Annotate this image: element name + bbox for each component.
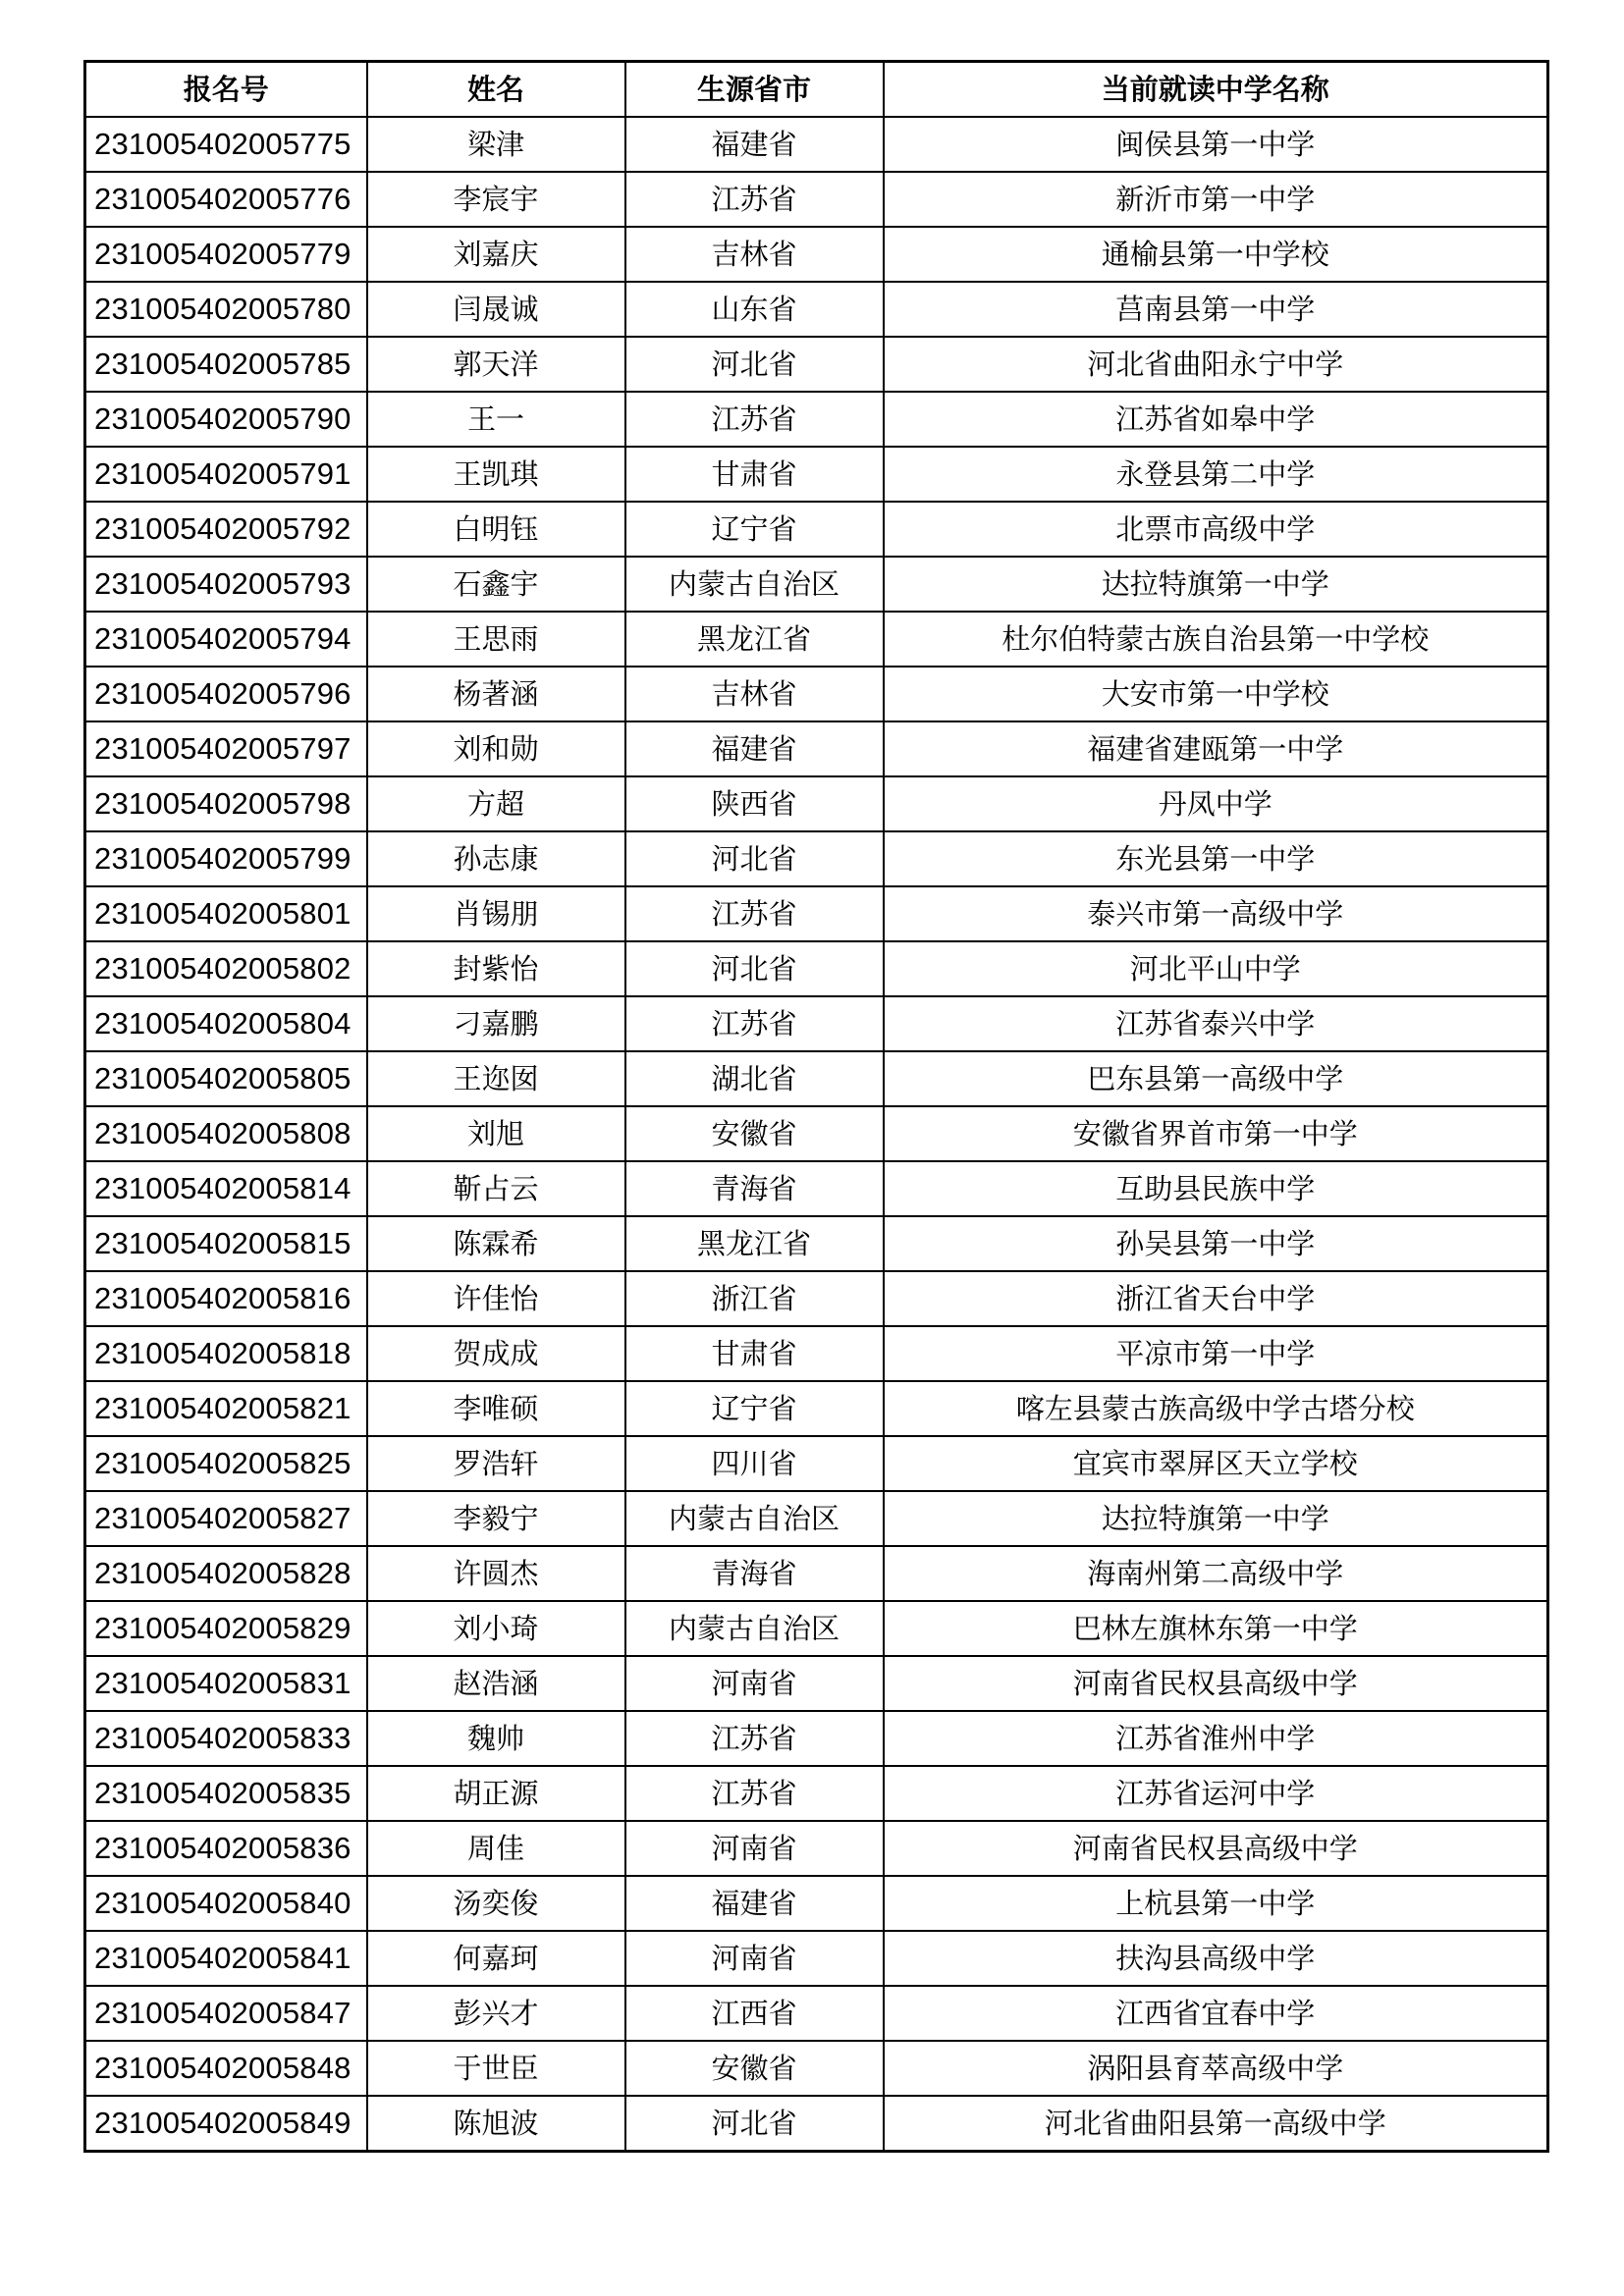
province-cell: 河北省 (625, 831, 884, 886)
registration-number-cell: 231005402005801 (85, 886, 367, 941)
school-name-cell: 河北省曲阳县第一高级中学 (884, 2096, 1548, 2152)
student-name-cell: 汤奕俊 (367, 1876, 625, 1931)
student-name-cell: 胡正源 (367, 1766, 625, 1821)
registration-number-cell: 231005402005804 (85, 996, 367, 1051)
student-name-cell: 闫晟诚 (367, 282, 625, 337)
table-row (85, 172, 1548, 227)
table-row (85, 1216, 1548, 1271)
table-row (85, 1986, 1548, 2041)
school-name-cell: 江苏省如皋中学 (884, 392, 1548, 447)
table-row (85, 2041, 1548, 2096)
student-name-cell: 罗浩轩 (367, 1436, 625, 1491)
school-name-cell: 河北平山中学 (884, 941, 1548, 996)
school-name-cell: 莒南县第一中学 (884, 282, 1548, 337)
school-name-cell: 涡阳县育萃高级中学 (884, 2041, 1548, 2096)
student-name-cell: 方超 (367, 776, 625, 831)
table-row (85, 1106, 1548, 1161)
registration-number-cell: 231005402005775 (85, 117, 367, 172)
table-row (85, 776, 1548, 831)
student-name-cell: 魏帅 (367, 1711, 625, 1766)
school-name-cell: 宜宾市翠屏区天立学校 (884, 1436, 1548, 1491)
province-cell: 黑龙江省 (625, 612, 884, 667)
registration-number-cell: 231005402005831 (85, 1656, 367, 1711)
province-cell: 黑龙江省 (625, 1216, 884, 1271)
province-cell: 福建省 (625, 117, 884, 172)
registration-number-cell: 231005402005779 (85, 227, 367, 282)
student-name-cell: 郭天洋 (367, 337, 625, 392)
student-name-cell: 陈霖希 (367, 1216, 625, 1271)
province-cell: 青海省 (625, 1546, 884, 1601)
table-row (85, 1766, 1548, 1821)
registration-number-cell: 231005402005816 (85, 1271, 367, 1326)
registration-number-cell: 231005402005841 (85, 1931, 367, 1986)
table-row (85, 1876, 1548, 1931)
student-name-cell: 于世臣 (367, 2041, 625, 2096)
registration-number-cell: 231005402005790 (85, 392, 367, 447)
school-name-cell: 北票市高级中学 (884, 502, 1548, 557)
province-cell: 辽宁省 (625, 502, 884, 557)
school-name-cell: 泰兴市第一高级中学 (884, 886, 1548, 941)
school-name-cell: 巴林左旗林东第一中学 (884, 1601, 1548, 1656)
table-row (85, 557, 1548, 612)
province-cell: 安徽省 (625, 2041, 884, 2096)
registration-number-cell: 231005402005793 (85, 557, 367, 612)
school-name-cell: 杜尔伯特蒙古族自治县第一中学校 (884, 612, 1548, 667)
registration-number-cell: 231005402005814 (85, 1161, 367, 1216)
school-name-cell: 大安市第一中学校 (884, 667, 1548, 721)
table-row (85, 2096, 1548, 2152)
student-name-cell: 王迩囡 (367, 1051, 625, 1106)
student-name-cell: 王一 (367, 392, 625, 447)
student-name-cell: 杨著涵 (367, 667, 625, 721)
table-row (85, 831, 1548, 886)
student-name-cell: 贺成成 (367, 1326, 625, 1381)
province-cell: 吉林省 (625, 667, 884, 721)
school-name-cell: 新沂市第一中学 (884, 172, 1548, 227)
province-cell: 江苏省 (625, 172, 884, 227)
registration-number-cell: 231005402005791 (85, 447, 367, 502)
school-name-cell: 孙吴县第一中学 (884, 1216, 1548, 1271)
student-name-cell: 白明钰 (367, 502, 625, 557)
table-row (85, 447, 1548, 502)
school-name-cell: 喀左县蒙古族高级中学古塔分校 (884, 1381, 1548, 1436)
table-row (85, 227, 1548, 282)
province-cell: 江西省 (625, 1986, 884, 2041)
student-name-cell: 刘和勋 (367, 721, 625, 776)
table-row (85, 612, 1548, 667)
province-cell: 陕西省 (625, 776, 884, 831)
school-name-cell: 巴东县第一高级中学 (884, 1051, 1548, 1106)
table-header-row (85, 62, 1548, 118)
province-cell: 河北省 (625, 941, 884, 996)
school-name-cell: 达拉特旗第一中学 (884, 557, 1548, 612)
student-name-cell: 王凯琪 (367, 447, 625, 502)
province-cell: 吉林省 (625, 227, 884, 282)
school-name-cell: 江苏省淮州中学 (884, 1711, 1548, 1766)
registration-number-cell: 231005402005840 (85, 1876, 367, 1931)
province-cell: 青海省 (625, 1161, 884, 1216)
registration-number-cell: 231005402005849 (85, 2096, 367, 2152)
registration-number-cell: 231005402005836 (85, 1821, 367, 1876)
admission-list-table (83, 60, 1549, 2153)
province-cell: 河南省 (625, 1821, 884, 1876)
student-name-cell: 靳占云 (367, 1161, 625, 1216)
school-name-cell: 江西省宜春中学 (884, 1986, 1548, 2041)
table-row (85, 502, 1548, 557)
province-cell: 江苏省 (625, 392, 884, 447)
header-school: 当前就读中学名称 (884, 62, 1548, 118)
school-name-cell: 闽侯县第一中学 (884, 117, 1548, 172)
student-name-cell: 周佳 (367, 1821, 625, 1876)
school-name-cell: 永登县第二中学 (884, 447, 1548, 502)
registration-number-cell: 231005402005828 (85, 1546, 367, 1601)
admission-list-page (83, 60, 1546, 2153)
province-cell: 江苏省 (625, 1711, 884, 1766)
table-row (85, 1436, 1548, 1491)
province-cell: 湖北省 (625, 1051, 884, 1106)
province-cell: 四川省 (625, 1436, 884, 1491)
registration-number-cell: 231005402005792 (85, 502, 367, 557)
student-name-cell: 刁嘉鹏 (367, 996, 625, 1051)
province-cell: 辽宁省 (625, 1381, 884, 1436)
school-name-cell: 丹凤中学 (884, 776, 1548, 831)
school-name-cell: 河南省民权县高级中学 (884, 1821, 1548, 1876)
table-row (85, 721, 1548, 776)
table-row (85, 282, 1548, 337)
registration-number-cell: 231005402005802 (85, 941, 367, 996)
table-row (85, 392, 1548, 447)
province-cell: 甘肃省 (625, 447, 884, 502)
school-name-cell: 江苏省泰兴中学 (884, 996, 1548, 1051)
school-name-cell: 浙江省天台中学 (884, 1271, 1548, 1326)
header-province: 生源省市 (625, 62, 884, 118)
table-row (85, 1051, 1548, 1106)
registration-number-cell: 231005402005818 (85, 1326, 367, 1381)
student-name-cell: 刘嘉庆 (367, 227, 625, 282)
table-row (85, 1711, 1548, 1766)
student-name-cell: 许佳怡 (367, 1271, 625, 1326)
province-cell: 安徽省 (625, 1106, 884, 1161)
table-row (85, 1931, 1548, 1986)
student-name-cell: 孙志康 (367, 831, 625, 886)
registration-number-cell: 231005402005776 (85, 172, 367, 227)
school-name-cell: 平凉市第一中学 (884, 1326, 1548, 1381)
table-row (85, 1546, 1548, 1601)
table-row (85, 1601, 1548, 1656)
registration-number-cell: 231005402005825 (85, 1436, 367, 1491)
header-name: 姓名 (367, 62, 625, 118)
registration-number-cell: 231005402005805 (85, 1051, 367, 1106)
province-cell: 江苏省 (625, 996, 884, 1051)
school-name-cell: 河南省民权县高级中学 (884, 1656, 1548, 1711)
registration-number-cell: 231005402005799 (85, 831, 367, 886)
school-name-cell: 福建省建瓯第一中学 (884, 721, 1548, 776)
school-name-cell: 东光县第一中学 (884, 831, 1548, 886)
registration-number-cell: 231005402005821 (85, 1381, 367, 1436)
province-cell: 内蒙古自治区 (625, 557, 884, 612)
school-name-cell: 通榆县第一中学校 (884, 227, 1548, 282)
student-name-cell: 赵浩涵 (367, 1656, 625, 1711)
registration-number-cell: 231005402005835 (85, 1766, 367, 1821)
school-name-cell: 扶沟县高级中学 (884, 1931, 1548, 1986)
school-name-cell: 海南州第二高级中学 (884, 1546, 1548, 1601)
table-row (85, 886, 1548, 941)
student-name-cell: 封紫怡 (367, 941, 625, 996)
registration-number-cell: 231005402005798 (85, 776, 367, 831)
table-row (85, 1656, 1548, 1711)
table-row (85, 117, 1548, 172)
province-cell: 甘肃省 (625, 1326, 884, 1381)
registration-number-cell: 231005402005847 (85, 1986, 367, 2041)
student-name-cell: 何嘉珂 (367, 1931, 625, 1986)
school-name-cell: 上杭县第一中学 (884, 1876, 1548, 1931)
table-row (85, 1821, 1548, 1876)
student-name-cell: 李宸宇 (367, 172, 625, 227)
province-cell: 福建省 (625, 721, 884, 776)
province-cell: 内蒙古自治区 (625, 1491, 884, 1546)
registration-number-cell: 231005402005785 (85, 337, 367, 392)
province-cell: 江苏省 (625, 1766, 884, 1821)
registration-number-cell: 231005402005797 (85, 721, 367, 776)
province-cell: 河南省 (625, 1931, 884, 1986)
registration-number-cell: 231005402005848 (85, 2041, 367, 2096)
registration-number-cell: 231005402005833 (85, 1711, 367, 1766)
province-cell: 福建省 (625, 1876, 884, 1931)
table-row (85, 1161, 1548, 1216)
student-name-cell: 陈旭波 (367, 2096, 625, 2152)
student-name-cell: 刘旭 (367, 1106, 625, 1161)
table-row (85, 1271, 1548, 1326)
student-name-cell: 王思雨 (367, 612, 625, 667)
registration-number-cell: 231005402005796 (85, 667, 367, 721)
school-name-cell: 达拉特旗第一中学 (884, 1491, 1548, 1546)
table-row (85, 667, 1548, 721)
table-row (85, 337, 1548, 392)
registration-number-cell: 231005402005794 (85, 612, 367, 667)
registration-number-cell: 231005402005815 (85, 1216, 367, 1271)
student-name-cell: 石鑫宇 (367, 557, 625, 612)
province-cell: 浙江省 (625, 1271, 884, 1326)
registration-number-cell: 231005402005780 (85, 282, 367, 337)
student-name-cell: 彭兴才 (367, 1986, 625, 2041)
province-cell: 内蒙古自治区 (625, 1601, 884, 1656)
table-row (85, 941, 1548, 996)
table-row (85, 1491, 1548, 1546)
school-name-cell: 河北省曲阳永宁中学 (884, 337, 1548, 392)
school-name-cell: 互助县民族中学 (884, 1161, 1548, 1216)
table-body (85, 117, 1548, 2152)
registration-number-cell: 231005402005829 (85, 1601, 367, 1656)
province-cell: 江苏省 (625, 886, 884, 941)
table-row (85, 1381, 1548, 1436)
student-name-cell: 李唯硕 (367, 1381, 625, 1436)
province-cell: 河北省 (625, 2096, 884, 2152)
table-row (85, 996, 1548, 1051)
student-name-cell: 肖锡朋 (367, 886, 625, 941)
student-name-cell: 许圆杰 (367, 1546, 625, 1601)
school-name-cell: 江苏省运河中学 (884, 1766, 1548, 1821)
province-cell: 山东省 (625, 282, 884, 337)
table-row (85, 1326, 1548, 1381)
province-cell: 河南省 (625, 1656, 884, 1711)
student-name-cell: 刘小琦 (367, 1601, 625, 1656)
header-registration-number: 报名号 (85, 62, 367, 118)
registration-number-cell: 231005402005808 (85, 1106, 367, 1161)
student-name-cell: 梁津 (367, 117, 625, 172)
student-name-cell: 李毅宁 (367, 1491, 625, 1546)
registration-number-cell: 231005402005827 (85, 1491, 367, 1546)
school-name-cell: 安徽省界首市第一中学 (884, 1106, 1548, 1161)
province-cell: 河北省 (625, 337, 884, 392)
